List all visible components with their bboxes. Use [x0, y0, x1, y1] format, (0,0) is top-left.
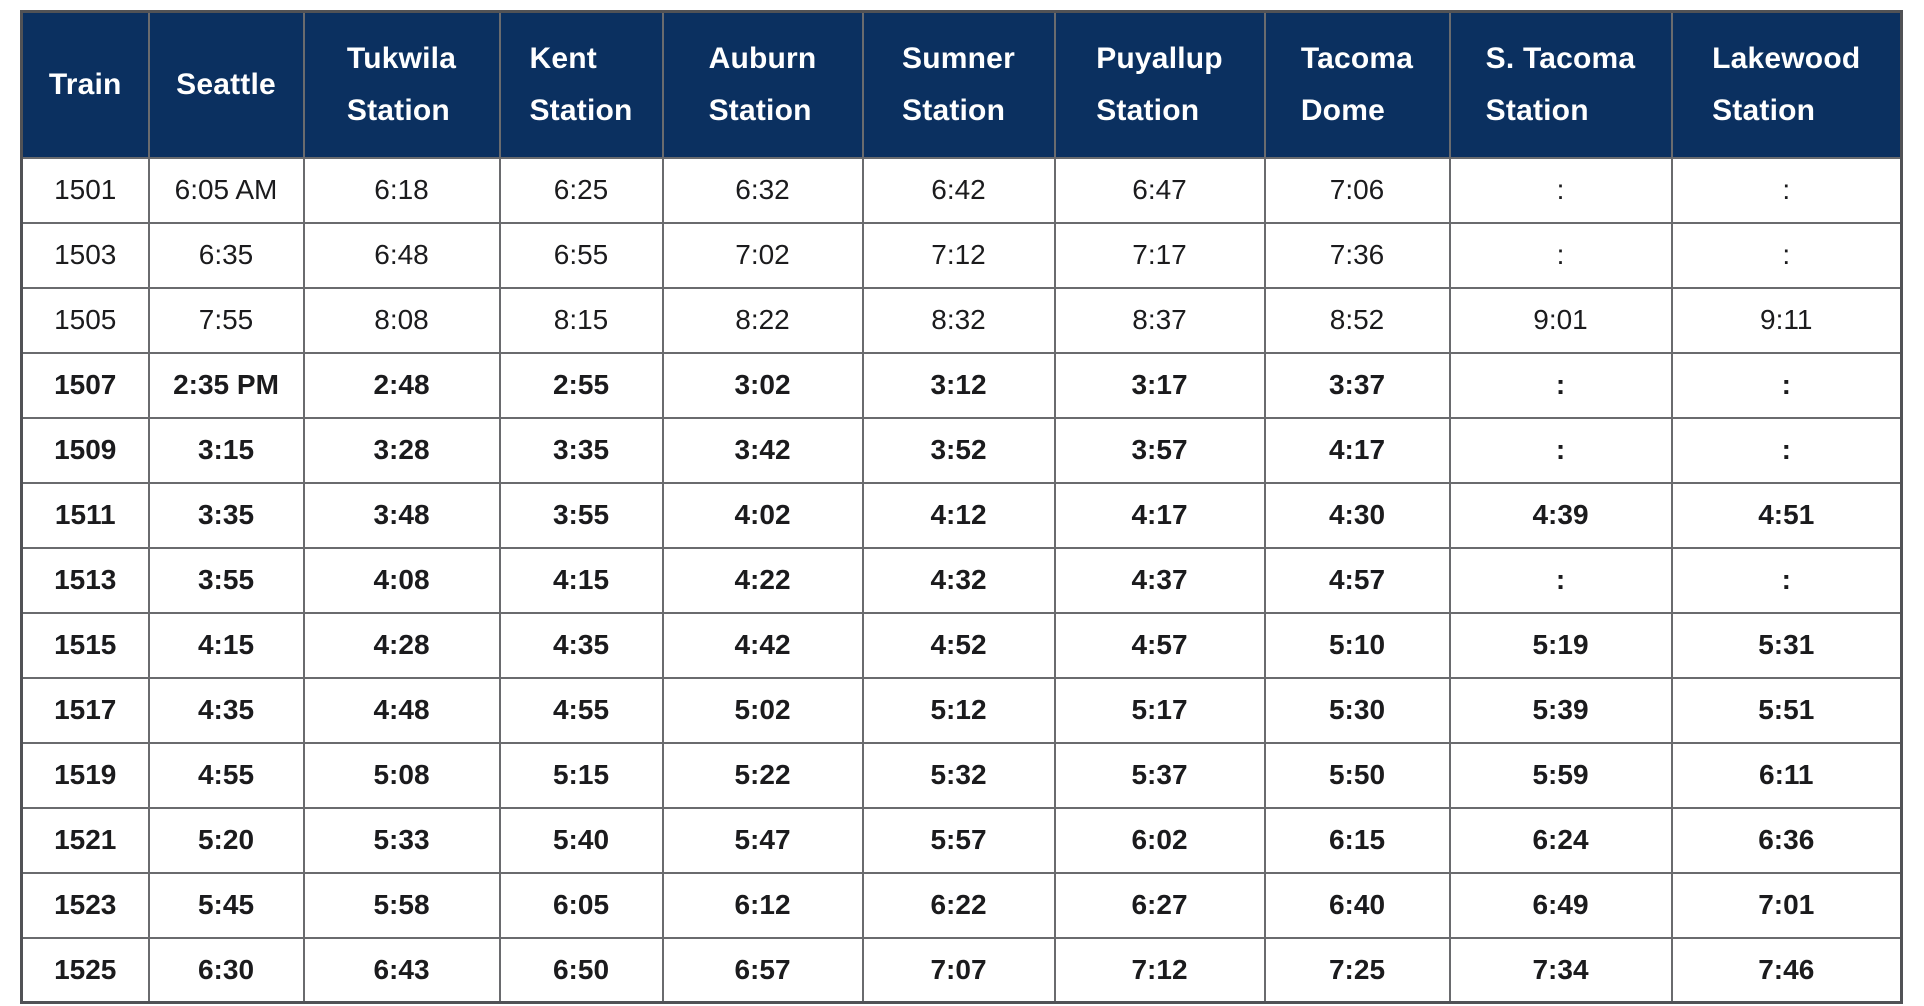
- time-cell: 6:55: [500, 223, 663, 288]
- time-cell: 4:15: [149, 613, 304, 678]
- time-cell: :: [1450, 418, 1672, 483]
- time-cell: 4:55: [149, 743, 304, 808]
- header-row: [22, 12, 1902, 158]
- time-cell: 6:22: [863, 873, 1055, 938]
- train-number-cell: 1511: [22, 483, 149, 548]
- time-cell: :: [1450, 158, 1672, 223]
- time-cell: 4:28: [304, 613, 500, 678]
- time-cell: 7:06: [1265, 158, 1450, 223]
- train-number-cell: 1501: [22, 158, 149, 223]
- schedule-row-1513: [22, 548, 1902, 613]
- time-cell: 5:39: [1450, 678, 1672, 743]
- time-cell: 7:17: [1055, 223, 1265, 288]
- time-cell: 6:30: [149, 938, 304, 1003]
- time-cell: 8:08: [304, 288, 500, 353]
- time-cell: 8:37: [1055, 288, 1265, 353]
- column-header-lakewood-station: Lakewood Station: [1672, 12, 1902, 158]
- time-cell: 3:57: [1055, 418, 1265, 483]
- time-cell: 6:25: [500, 158, 663, 223]
- time-cell: 9:01: [1450, 288, 1672, 353]
- time-cell: 6:47: [1055, 158, 1265, 223]
- column-header-kent-station: Kent Station: [500, 12, 663, 158]
- time-cell: 4:32: [863, 548, 1055, 613]
- train-number-cell: 1515: [22, 613, 149, 678]
- train-number-cell: 1507: [22, 353, 149, 418]
- time-cell: 7:12: [1055, 938, 1265, 1003]
- time-cell: 6:12: [663, 873, 863, 938]
- train-number-cell: 1503: [22, 223, 149, 288]
- time-cell: 7:12: [863, 223, 1055, 288]
- time-cell: :: [1450, 548, 1672, 613]
- column-header-s-tacoma-station: S. Tacoma Station: [1450, 12, 1672, 158]
- sounder-timetable: [20, 10, 1903, 1004]
- time-cell: 3:17: [1055, 353, 1265, 418]
- time-cell: 5:12: [863, 678, 1055, 743]
- column-header-sumner-station: Sumner Station: [863, 12, 1055, 158]
- time-cell: :: [1672, 418, 1902, 483]
- time-cell: 4:08: [304, 548, 500, 613]
- time-cell: 6:02: [1055, 808, 1265, 873]
- schedule-row-1515: [22, 613, 1902, 678]
- column-header-puyallup-station: Puyallup Station: [1055, 12, 1265, 158]
- time-cell: 6:49: [1450, 873, 1672, 938]
- time-cell: 5:22: [663, 743, 863, 808]
- train-number-cell: 1513: [22, 548, 149, 613]
- time-cell: 9:11: [1672, 288, 1902, 353]
- time-cell: 4:48: [304, 678, 500, 743]
- time-cell: 8:52: [1265, 288, 1450, 353]
- train-number-cell: 1523: [22, 873, 149, 938]
- time-cell: 5:37: [1055, 743, 1265, 808]
- time-cell: 6:27: [1055, 873, 1265, 938]
- time-cell: 5:40: [500, 808, 663, 873]
- schedule-row-1501: [22, 158, 1902, 223]
- column-header-seattle: Seattle: [149, 12, 304, 158]
- time-cell: 3:35: [149, 483, 304, 548]
- time-cell: 4:57: [1265, 548, 1450, 613]
- time-cell: 5:45: [149, 873, 304, 938]
- time-cell: 3:12: [863, 353, 1055, 418]
- time-cell: 6:48: [304, 223, 500, 288]
- column-header-train: Train: [22, 12, 149, 158]
- time-cell: 4:17: [1265, 418, 1450, 483]
- time-cell: 5:20: [149, 808, 304, 873]
- time-cell: 3:42: [663, 418, 863, 483]
- time-cell: :: [1450, 223, 1672, 288]
- schedule-row-1525: [22, 938, 1902, 1003]
- time-cell: 4:22: [663, 548, 863, 613]
- time-cell: 4:12: [863, 483, 1055, 548]
- time-cell: 7:01: [1672, 873, 1902, 938]
- time-cell: :: [1672, 223, 1902, 288]
- schedule-row-1505: [22, 288, 1902, 353]
- time-cell: 5:17: [1055, 678, 1265, 743]
- time-cell: 7:02: [663, 223, 863, 288]
- time-cell: 5:10: [1265, 613, 1450, 678]
- time-cell: 6:32: [663, 158, 863, 223]
- time-cell: :: [1672, 353, 1902, 418]
- schedule-row-1521: [22, 808, 1902, 873]
- time-cell: 4:52: [863, 613, 1055, 678]
- time-cell: 4:17: [1055, 483, 1265, 548]
- time-cell: 4:42: [663, 613, 863, 678]
- time-cell: 7:46: [1672, 938, 1902, 1003]
- time-cell: 4:30: [1265, 483, 1450, 548]
- schedule-row-1507: [22, 353, 1902, 418]
- time-cell: 6:15: [1265, 808, 1450, 873]
- time-cell: 6:05 AM: [149, 158, 304, 223]
- time-cell: 4:35: [500, 613, 663, 678]
- schedule-row-1509: [22, 418, 1902, 483]
- time-cell: 5:08: [304, 743, 500, 808]
- time-cell: 4:51: [1672, 483, 1902, 548]
- time-cell: 2:48: [304, 353, 500, 418]
- time-cell: :: [1672, 158, 1902, 223]
- train-number-cell: 1521: [22, 808, 149, 873]
- time-cell: 6:18: [304, 158, 500, 223]
- train-number-cell: 1519: [22, 743, 149, 808]
- time-cell: 5:02: [663, 678, 863, 743]
- schedule-body: [22, 158, 1902, 1003]
- time-cell: 6:50: [500, 938, 663, 1003]
- time-cell: 2:55: [500, 353, 663, 418]
- time-cell: 4:57: [1055, 613, 1265, 678]
- time-cell: 7:36: [1265, 223, 1450, 288]
- column-header-tacoma-dome: Tacoma Dome: [1265, 12, 1450, 158]
- time-cell: 4:35: [149, 678, 304, 743]
- time-cell: 3:35: [500, 418, 663, 483]
- time-cell: 5:15: [500, 743, 663, 808]
- schedule-row-1511: [22, 483, 1902, 548]
- time-cell: 5:33: [304, 808, 500, 873]
- train-number-cell: 1509: [22, 418, 149, 483]
- time-cell: 5:58: [304, 873, 500, 938]
- time-cell: 5:47: [663, 808, 863, 873]
- time-cell: :: [1450, 353, 1672, 418]
- time-cell: 3:52: [863, 418, 1055, 483]
- train-number-cell: 1525: [22, 938, 149, 1003]
- time-cell: 5:50: [1265, 743, 1450, 808]
- time-cell: 4:39: [1450, 483, 1672, 548]
- time-cell: 5:31: [1672, 613, 1902, 678]
- column-header-auburn-station: Auburn Station: [663, 12, 863, 158]
- time-cell: 4:02: [663, 483, 863, 548]
- schedule-row-1523: [22, 873, 1902, 938]
- time-cell: 6:24: [1450, 808, 1672, 873]
- time-cell: 4:55: [500, 678, 663, 743]
- schedule-row-1519: [22, 743, 1902, 808]
- time-cell: 3:37: [1265, 353, 1450, 418]
- time-cell: 7:25: [1265, 938, 1450, 1003]
- time-cell: 5:51: [1672, 678, 1902, 743]
- time-cell: 5:19: [1450, 613, 1672, 678]
- time-cell: 5:57: [863, 808, 1055, 873]
- train-number-cell: 1505: [22, 288, 149, 353]
- time-cell: 4:15: [500, 548, 663, 613]
- time-cell: 8:22: [663, 288, 863, 353]
- time-cell: 3:55: [500, 483, 663, 548]
- schedule-row-1503: [22, 223, 1902, 288]
- train-schedule-table: [20, 10, 1903, 1004]
- time-cell: 8:15: [500, 288, 663, 353]
- time-cell: 6:05: [500, 873, 663, 938]
- time-cell: 6:40: [1265, 873, 1450, 938]
- time-cell: 5:32: [863, 743, 1055, 808]
- time-cell: 2:35 PM: [149, 353, 304, 418]
- time-cell: 7:34: [1450, 938, 1672, 1003]
- time-cell: 3:28: [304, 418, 500, 483]
- time-cell: 3:15: [149, 418, 304, 483]
- time-cell: 6:11: [1672, 743, 1902, 808]
- time-cell: 3:02: [663, 353, 863, 418]
- time-cell: 5:59: [1450, 743, 1672, 808]
- time-cell: 6:42: [863, 158, 1055, 223]
- time-cell: 6:36: [1672, 808, 1902, 873]
- train-number-cell: 1517: [22, 678, 149, 743]
- time-cell: 3:48: [304, 483, 500, 548]
- time-cell: 8:32: [863, 288, 1055, 353]
- time-cell: 5:30: [1265, 678, 1450, 743]
- time-cell: 4:37: [1055, 548, 1265, 613]
- time-cell: 6:57: [663, 938, 863, 1003]
- time-cell: :: [1672, 548, 1902, 613]
- time-cell: 7:55: [149, 288, 304, 353]
- time-cell: 6:43: [304, 938, 500, 1003]
- time-cell: 7:07: [863, 938, 1055, 1003]
- time-cell: 3:55: [149, 548, 304, 613]
- time-cell: 6:35: [149, 223, 304, 288]
- schedule-row-1517: [22, 678, 1902, 743]
- column-header-tukwila-station: Tukwila Station: [304, 12, 500, 158]
